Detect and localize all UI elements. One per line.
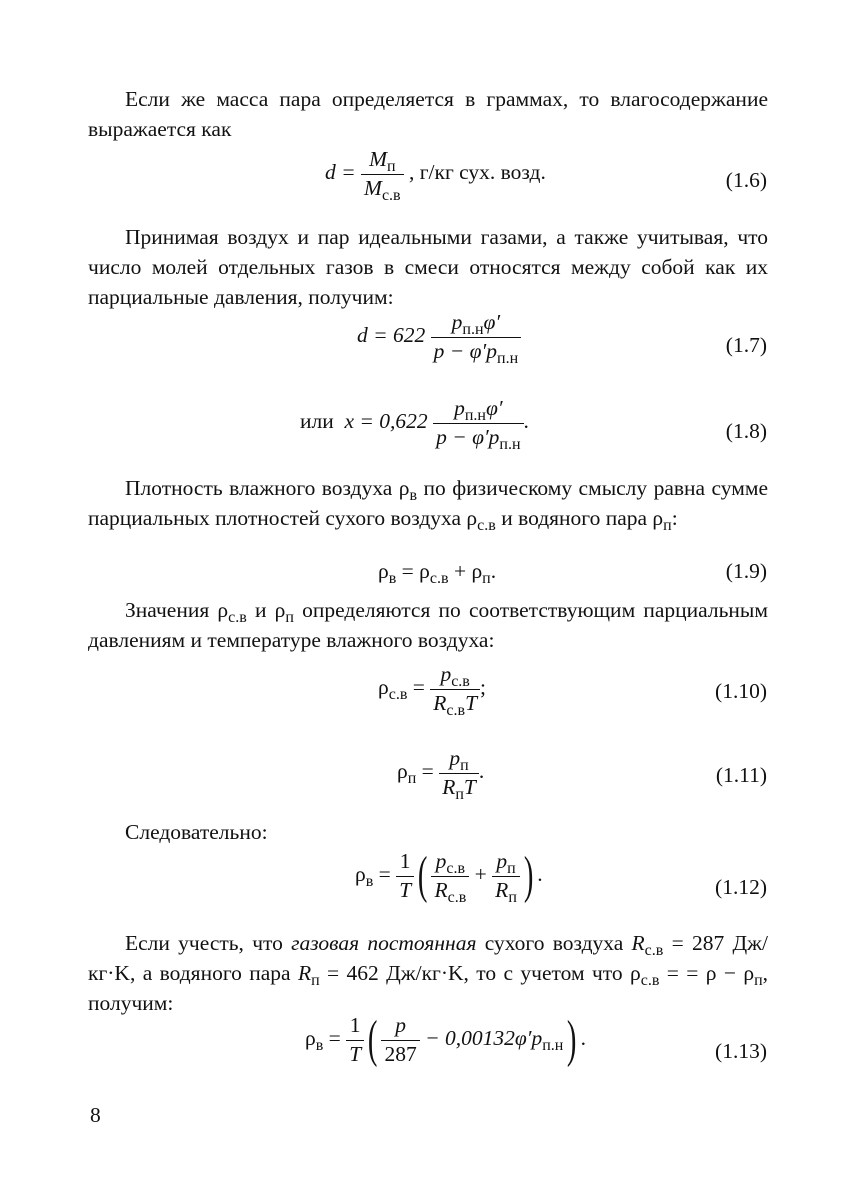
- equation-number: (1.8): [725, 419, 767, 443]
- formula-1-10: $\rho_{с.в}$ = $\frac{p_{с.в}}{R_{с.в}T}$ ;: [378, 662, 487, 719]
- fraction: $\frac{p_{п.н}\varphi'}{p - \varphi'p_{п.н}}$: [431, 312, 521, 362]
- paragraph-5: Следовательно:: [125, 820, 268, 844]
- fraction: $\frac{p_{с.в}}{R_{с.в}T}$: [430, 664, 480, 714]
- equation-1-12: [0, 848, 857, 928]
- paragraph-6: Если учесть, что газовая постоянная сухого воздуха $R_{с.в} = 287$ Дж/кг·K, а водяного пара $R_п = 462$ Дж/кг·K, то с учетом что $\rho_{с.в}$ = = $\rho - \rho_п$, получим:: [88, 931, 769, 1015]
- fraction: $\frac{p_{с.в}}{R_{с.в}}$: [431, 851, 469, 901]
- paragraph-4: Значения $\rho_{с.в}$ и $\rho_п$ определяются по соответствующим парциальным давлениям и температуре влажного воздуха:: [88, 598, 768, 652]
- fraction: $\frac{p_п}{R_пT}$: [439, 748, 479, 798]
- fraction: $\frac{1}{T}$: [396, 851, 414, 901]
- paragraph-1: Если же масса пара определяется в граммах, то влагосодержание выражается как: [88, 87, 768, 141]
- equation-number: (1.11): [715, 763, 767, 787]
- fraction: $\frac{p}{287}$: [381, 1015, 419, 1065]
- equation-number: (1.9): [725, 559, 767, 583]
- equation-number: (1.10): [715, 679, 767, 703]
- equation-1-6: [0, 145, 857, 225]
- formula-1-7: d = 622 $\frac{p_{п.н}\varphi'}{p - \varphi'p_{п.н}}$: [357, 312, 521, 362]
- fraction: $\frac{p_п}{R_п}$: [492, 851, 520, 901]
- page-number: 8: [90, 1103, 101, 1127]
- equation-number: (1.6): [725, 168, 767, 192]
- equation-1-8: [0, 394, 857, 474]
- equation-number: (1.12): [715, 875, 767, 899]
- equation-1-7: [0, 308, 857, 388]
- equation-1-11: [0, 744, 857, 824]
- equation-number: (1.13): [715, 1039, 767, 1063]
- formula-1-12: $\rho_в$ = $\frac{1}{T}$ ( $\frac{p_{с.в}}{R_{с.в}}$ + $\frac{p_п}{R_п}$ ) .: [355, 847, 543, 906]
- fraction: $\frac{p_{п.н}\varphi'}{p - \varphi'p_{п.н}}$: [433, 398, 523, 448]
- paragraph-3: Плотность влажного воздуха $\rho_в$ по физическому смыслу равна сумме парциальных плотностей сухого воздуха $\rho_{с.в}$ и водяного пара $\rho_п$:: [88, 476, 768, 534]
- formula-1-13: $\rho_в$ = $\frac{1}{T}$ ( $\frac{p}{287}$ − $0,00132\varphi'p_{п.н}$) .: [305, 1011, 587, 1068]
- paragraph-2: Принимая воздух и пар идеальными газами, а также учитывая, что число молей отдельных газов в смеси относятся между собой как их парциальные давления, получим:: [88, 225, 768, 309]
- equation-1-10: [0, 660, 857, 740]
- formula-1-11: $\rho_п$ = $\frac{p_п}{R_пT}$ .: [397, 746, 485, 803]
- fraction: $\frac{M_п}{M_{с.в}}$: [361, 149, 404, 199]
- formula-1-6: d = $\frac{M_п}{M_{с.в}}$ , г/кг сух. возд.: [325, 147, 546, 204]
- equation-1-13: [0, 1012, 857, 1092]
- fraction: $\frac{1}{T}$: [346, 1015, 364, 1065]
- equation-number: (1.7): [725, 333, 767, 357]
- formula-1-9: $\rho_в = \rho_{с.в} + \rho_п$.: [378, 559, 497, 587]
- formula-1-8: или x = 0,622 $\frac{p_{п.н}\varphi'}{p - \varphi'p_{п.н}}$ .: [300, 396, 529, 453]
